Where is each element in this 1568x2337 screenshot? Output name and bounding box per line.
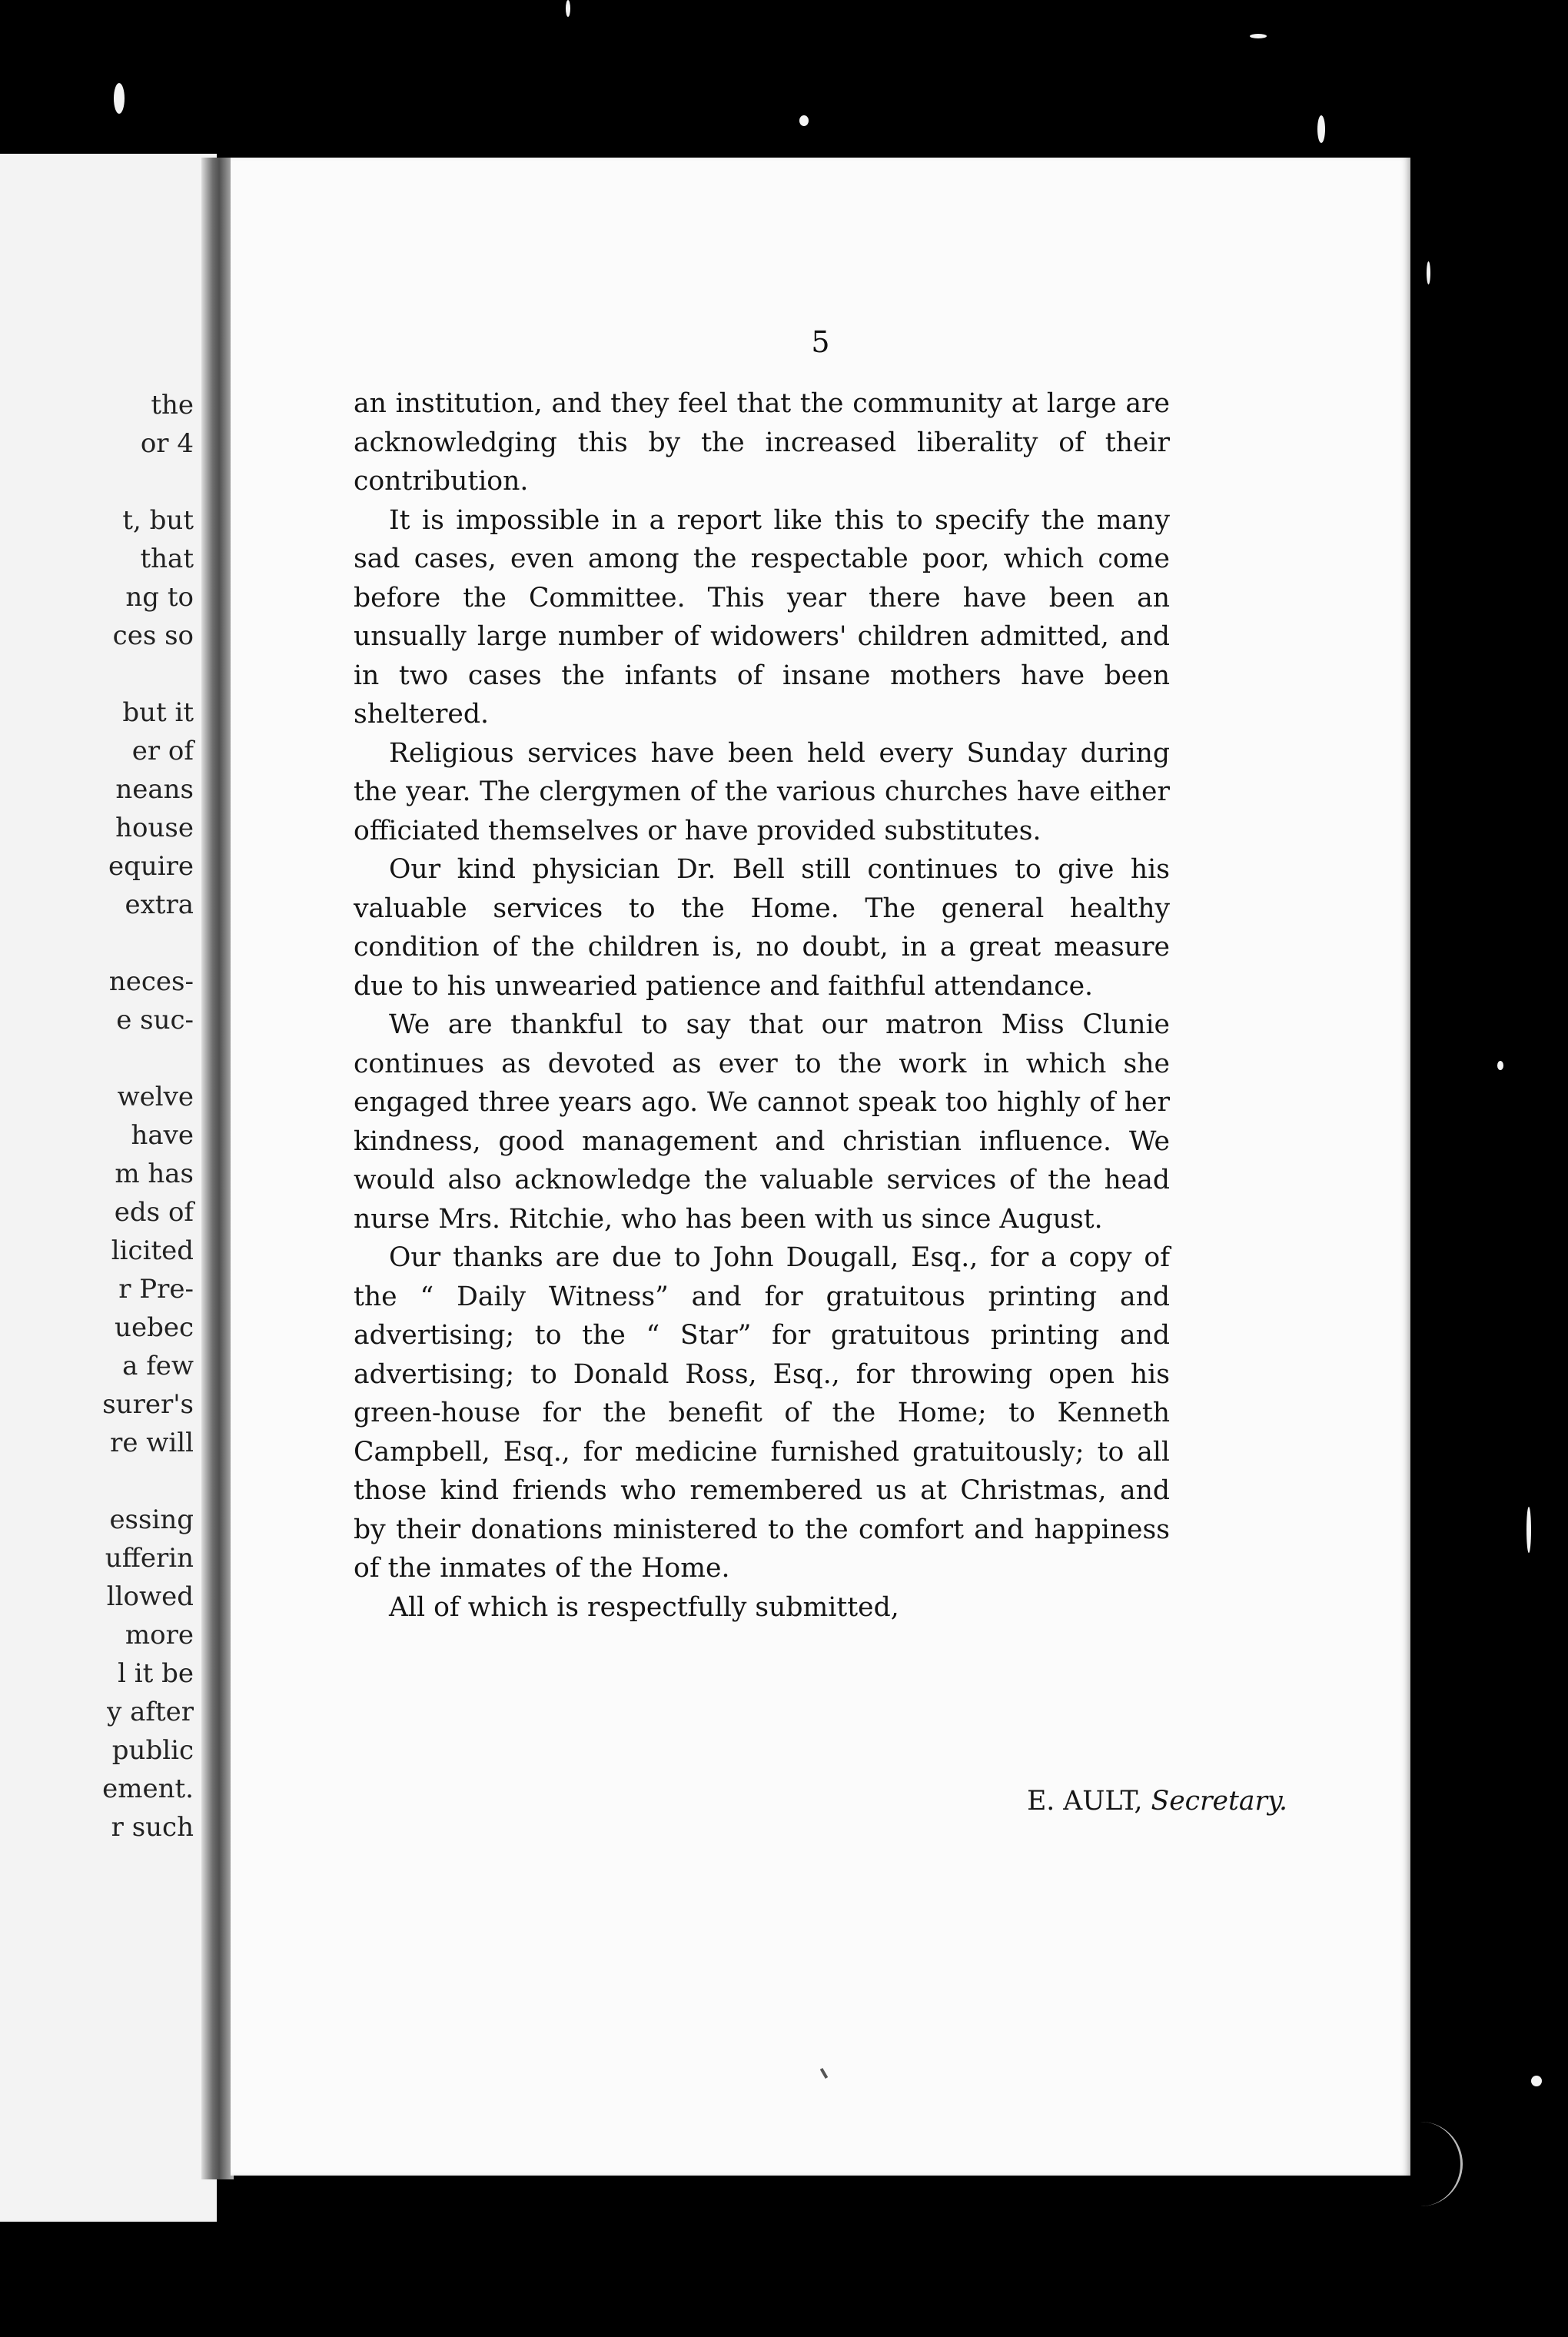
paragraph: All of which is respectfully submitted, — [389, 1591, 899, 1623]
signature — [1027, 1786, 1287, 1817]
page — [231, 158, 1410, 2176]
previous-page-line: that — [140, 544, 194, 574]
page-curl — [1414, 2122, 1463, 2206]
signature-role: Secretary. — [1151, 1786, 1287, 1817]
previous-page-line: t, but — [122, 505, 194, 536]
previous-page-line: llowed — [106, 1581, 194, 1612]
paragraph: We are thankful to say that our matron Miss Clunie continues as devoted as ever to the work in which she engaged three years ago. We cannot speak too highly of her kindness, good management and christian influence. We would also acknowledge the valuable services of the head nurse Mrs. Ritchie, who has been with us since August. — [354, 1009, 1170, 1235]
previous-page-line: er of — [131, 736, 194, 766]
dust-speck — [1531, 2076, 1542, 2086]
previous-page-line: more — [125, 1620, 194, 1651]
previous-page-line: have — [131, 1120, 194, 1151]
dust-speck — [114, 83, 125, 114]
previous-page-line: ng to — [125, 582, 194, 613]
dust-speck — [1497, 1061, 1503, 1070]
page-number: 5 — [811, 325, 830, 359]
dust-speck — [1427, 261, 1430, 284]
previous-page-line: equire — [108, 851, 194, 882]
paragraph: Our thanks are due to John Dougall, Esq., for a copy of the “ Daily Witness” and for gratuitous printing and advertising; to the “ Star” for gratuitous printing and advertising; to Donald Ross, Esq., for throwing open his green-house for the benefit of the Home; to Kenneth Campbell, Esq., for medicine furnished gratuitously; to all those kind friends who remembered us at Christmas, and by their donations ministered to the comfort and happiness of the inmates of the Home. — [354, 1242, 1170, 1584]
paragraph: Our kind physician Dr. Bell still continues to give his valuable services to the Home. The general healthy condition of the children is, no doubt, in a great measure due to his unwearied patience and faithful attendance. — [354, 854, 1170, 1002]
paragraph: It is impossible in a report like this to specify the many sad cases, even among the respectable poor, which come before the Committee. This year there have been an unsually large number of widowers' children admitted, and in two cases the infants of insane mothers have been sheltered. — [354, 504, 1170, 730]
dust-speck — [1526, 1507, 1531, 1553]
previous-page-line: welve — [117, 1082, 194, 1112]
previous-page-line: or 4 — [140, 428, 194, 459]
dust-speck — [566, 0, 570, 17]
previous-page-line: extra — [125, 889, 194, 920]
previous-page-line: neans — [115, 774, 194, 805]
previous-page-line: neces- — [108, 966, 194, 997]
previous-page-line: uebec — [115, 1312, 194, 1343]
previous-page-line: r such — [111, 1812, 194, 1843]
previous-page-line: a few — [122, 1351, 194, 1381]
previous-page-line: r Pre- — [118, 1274, 194, 1305]
paragraph: Religious services have been held every Sunday during the year. The clergymen of the various churches have either officiated themselves or have provided substitutes. — [354, 737, 1170, 846]
previous-page-line: ement. — [102, 1774, 194, 1804]
previous-page-line: licited — [111, 1235, 194, 1266]
previous-page — [0, 154, 217, 2222]
dust-speck — [799, 115, 809, 126]
previous-page-line: essing — [109, 1504, 194, 1535]
previous-page-line: l it be — [118, 1658, 194, 1689]
previous-page-line: ces so — [112, 620, 194, 651]
paragraph: an institution, and they feel that the community at large are acknowledging this by the increased liberality of their contribution. — [354, 388, 1170, 497]
previous-page-line: eds of — [114, 1197, 194, 1228]
previous-page-line: public — [111, 1735, 194, 1766]
previous-page-line: surer's — [102, 1389, 194, 1420]
previous-page-line: m has — [115, 1159, 194, 1189]
previous-page-line: y after — [107, 1697, 194, 1727]
previous-page-line: but it — [122, 697, 194, 728]
previous-page-line: re will — [110, 1428, 194, 1458]
previous-page-line: house — [115, 813, 194, 843]
previous-page-line: the — [151, 390, 194, 421]
dust-speck — [1250, 34, 1267, 38]
page-body — [354, 384, 1170, 1627]
book-gutter — [201, 158, 234, 2179]
signature-name: E. AULT, — [1027, 1786, 1143, 1817]
dust-speck — [1317, 115, 1325, 143]
previous-page-line: ufferin — [105, 1543, 194, 1574]
previous-page-line: e suc- — [116, 1005, 194, 1036]
